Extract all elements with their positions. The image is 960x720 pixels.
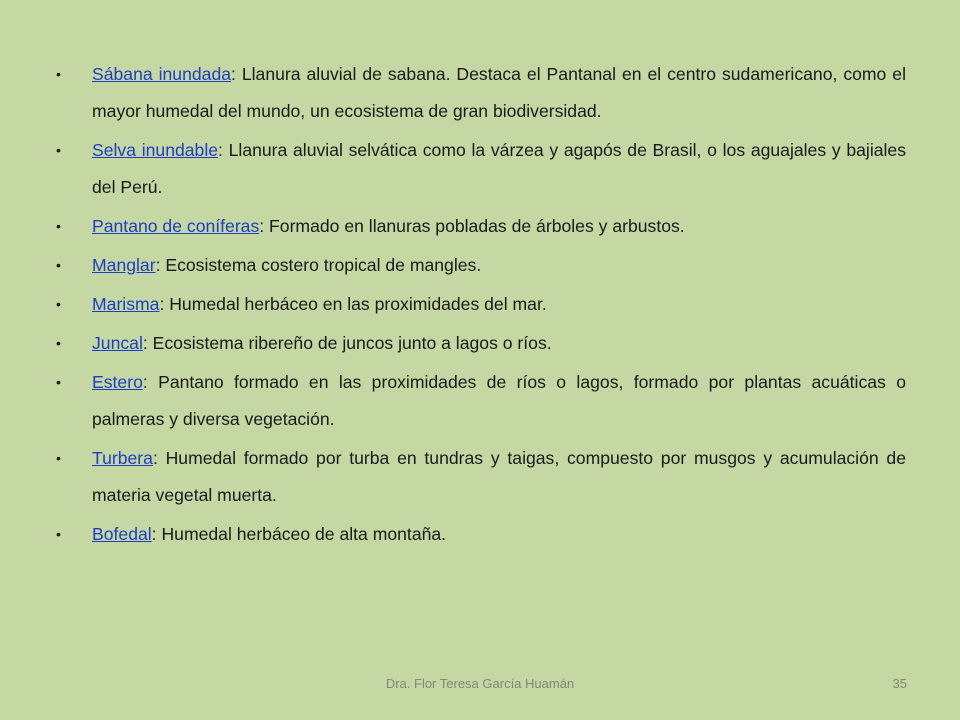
bullet-icon: •	[56, 296, 61, 312]
term-description: : Humedal herbáceo en las proximidades del mar.	[159, 294, 547, 314]
list-item	[56, 325, 906, 362]
list-item	[56, 56, 906, 130]
list-item	[56, 440, 906, 514]
term-link[interactable]: Sábana inundada	[92, 64, 232, 84]
page-number: 35	[892, 676, 907, 691]
term-link[interactable]: Selva inundable	[92, 140, 219, 160]
bullet-icon: •	[56, 142, 61, 158]
bullet-list	[56, 56, 906, 555]
term-description: : Pantano formado en las proximidades de ríos o lagos, formado por plantas acuáticas o palmeras y diversa vegetación.	[92, 372, 906, 429]
list-item	[56, 364, 906, 438]
bullet-icon: •	[56, 526, 61, 542]
list-item	[56, 286, 906, 323]
term-description: : Ecosistema costero tropical de mangles.	[155, 255, 482, 275]
term-description: : Humedal formado por turba en tundras y taigas, compuesto por musgos y acumulación de materia vegetal muerta.	[92, 448, 906, 505]
term-link[interactable]: Bofedal	[92, 524, 152, 544]
term-description: : Humedal herbáceo de alta montaña.	[151, 524, 447, 544]
term-link[interactable]: Manglar	[92, 255, 156, 275]
term-description: : Llanura aluvial selvática como la várzea y agapós de Brasil, o los aguajales y bajiales del Perú.	[92, 140, 906, 197]
list-item	[56, 208, 906, 245]
term-link[interactable]: Marisma	[92, 294, 160, 314]
term-link[interactable]: Juncal	[92, 333, 143, 353]
term-description: : Ecosistema ribereño de juncos junto a lagos o ríos.	[142, 333, 552, 353]
bullet-icon: •	[56, 66, 61, 82]
list-item	[56, 516, 906, 553]
term-link[interactable]: Turbera	[92, 448, 153, 468]
term-description: : Llanura aluvial de sabana. Destaca el Pantanal en el centro sudamericano, como el mayor humedal del mundo, un ecosistema de gran biodiversidad.	[92, 64, 906, 121]
list-item	[56, 247, 906, 284]
term-link[interactable]: Estero	[92, 372, 143, 392]
bullet-icon: •	[56, 374, 61, 390]
term-description: : Formado en llanuras pobladas de árboles y arbustos.	[259, 216, 685, 236]
bullet-icon: •	[56, 257, 61, 273]
list-item	[56, 132, 906, 206]
bullet-icon: •	[56, 335, 61, 351]
term-link[interactable]: Pantano de coníferas	[92, 216, 260, 236]
bullet-icon: •	[56, 450, 61, 466]
bullet-icon: •	[56, 218, 61, 234]
footer-author: Dra. Flor Teresa García Huamán	[385, 676, 575, 691]
